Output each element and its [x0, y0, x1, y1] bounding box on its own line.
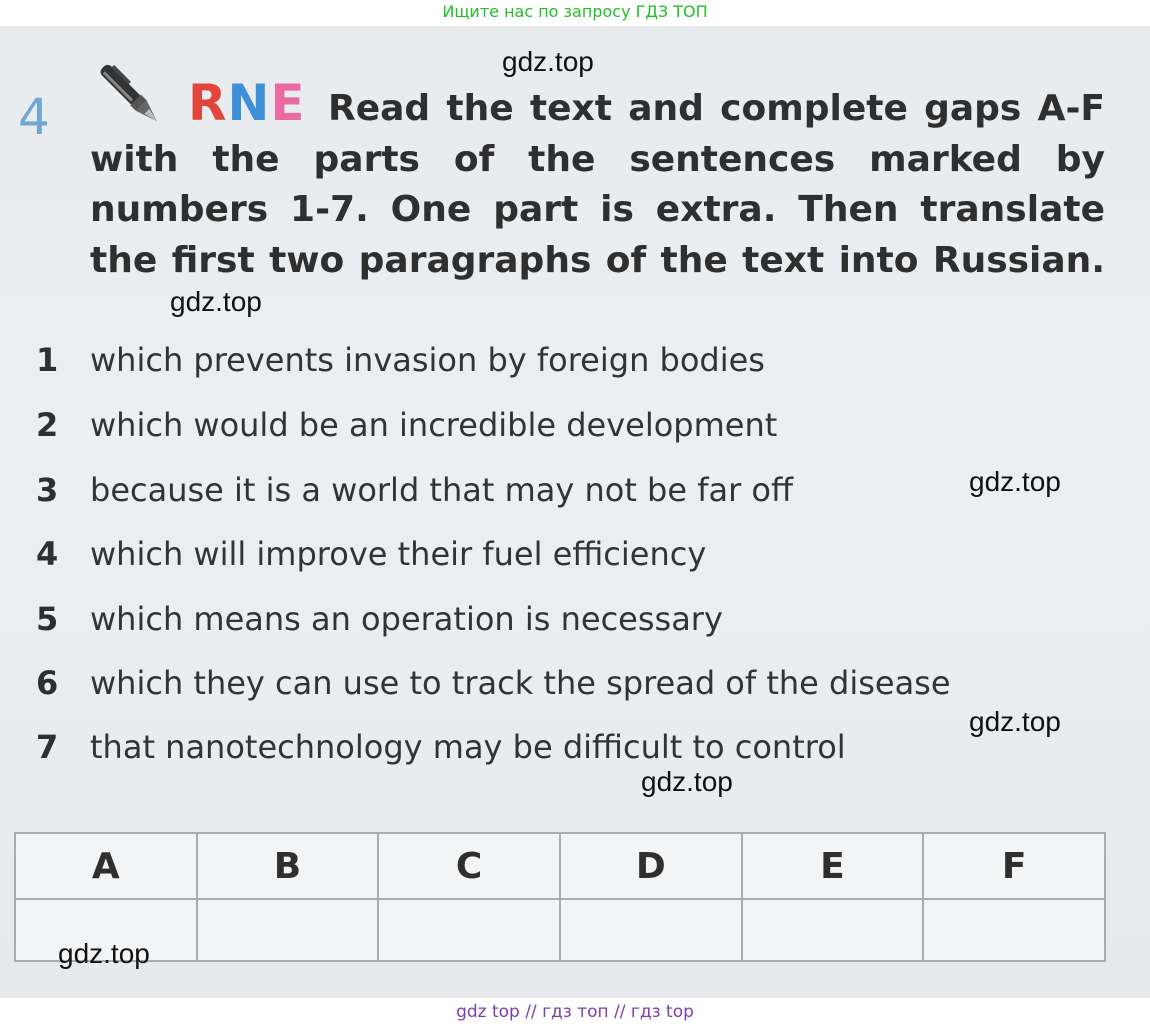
item-number: 5 [36, 600, 59, 638]
top-search-hint[interactable]: Ищите нас по запросу ГДЗ ТОП [442, 2, 708, 21]
item-text: which means an operation is necessary [90, 600, 723, 638]
answer-table [14, 832, 1106, 962]
answer-header-d: D [560, 833, 742, 899]
instruction-line-1: Read the text and complete gaps A-F [328, 88, 1105, 129]
answer-cell-c [378, 899, 560, 961]
item-text: which would be an incredible development [90, 406, 778, 444]
answer-header-c: C [378, 833, 560, 899]
answer-header-a: A [15, 833, 197, 899]
watermark: gdz.top [170, 286, 262, 317]
answer-header-f: F [923, 833, 1105, 899]
item-text: that nanotechnology may be difficult to control [90, 728, 846, 766]
exercise-number: 4 [18, 88, 50, 146]
watermark: gdz.top [502, 46, 594, 77]
answer-cell-d [560, 899, 742, 961]
answer-header-e: E [742, 833, 924, 899]
watermark: gdz.top [969, 706, 1061, 737]
rne-badge-n: N [227, 74, 271, 132]
instruction-line-3: numbers 1-7. One part is extra. Then translate [90, 189, 1105, 230]
item-text: which they can use to track the spread of the disease [90, 664, 951, 702]
item-number: 3 [36, 471, 59, 509]
answer-table-header-row [15, 833, 1105, 899]
item-text: which will improve their fuel efficiency [90, 535, 707, 573]
bottom-links[interactable]: gdz top // гдз топ // гдз top [456, 1002, 694, 1022]
item-number: 1 [36, 341, 59, 379]
watermark: gdz.top [969, 466, 1061, 497]
answer-header-b: B [197, 833, 379, 899]
item-number: 7 [36, 728, 59, 766]
exercise-instruction [90, 84, 1105, 286]
item-number: 2 [36, 406, 59, 444]
rne-badge-e: E [270, 74, 306, 132]
item-text: because it is a world that may not be far off [90, 471, 794, 509]
answer-cell-e [742, 899, 924, 961]
answer-table-blank-row [15, 899, 1105, 961]
watermark: gdz.top [58, 938, 150, 969]
rne-badge-r: R [188, 74, 228, 132]
answer-cell-b [197, 899, 379, 961]
watermark: gdz.top [641, 766, 733, 797]
item-number: 6 [36, 664, 59, 702]
item-text: which prevents invasion by foreign bodies [90, 341, 765, 379]
instruction-line-2: with the parts of the sentences marked by [90, 138, 1105, 180]
item-number: 4 [36, 535, 59, 573]
instruction-line-4: the first two paragraphs of the text into Russian. [90, 239, 1105, 281]
answer-cell-f [923, 899, 1105, 961]
